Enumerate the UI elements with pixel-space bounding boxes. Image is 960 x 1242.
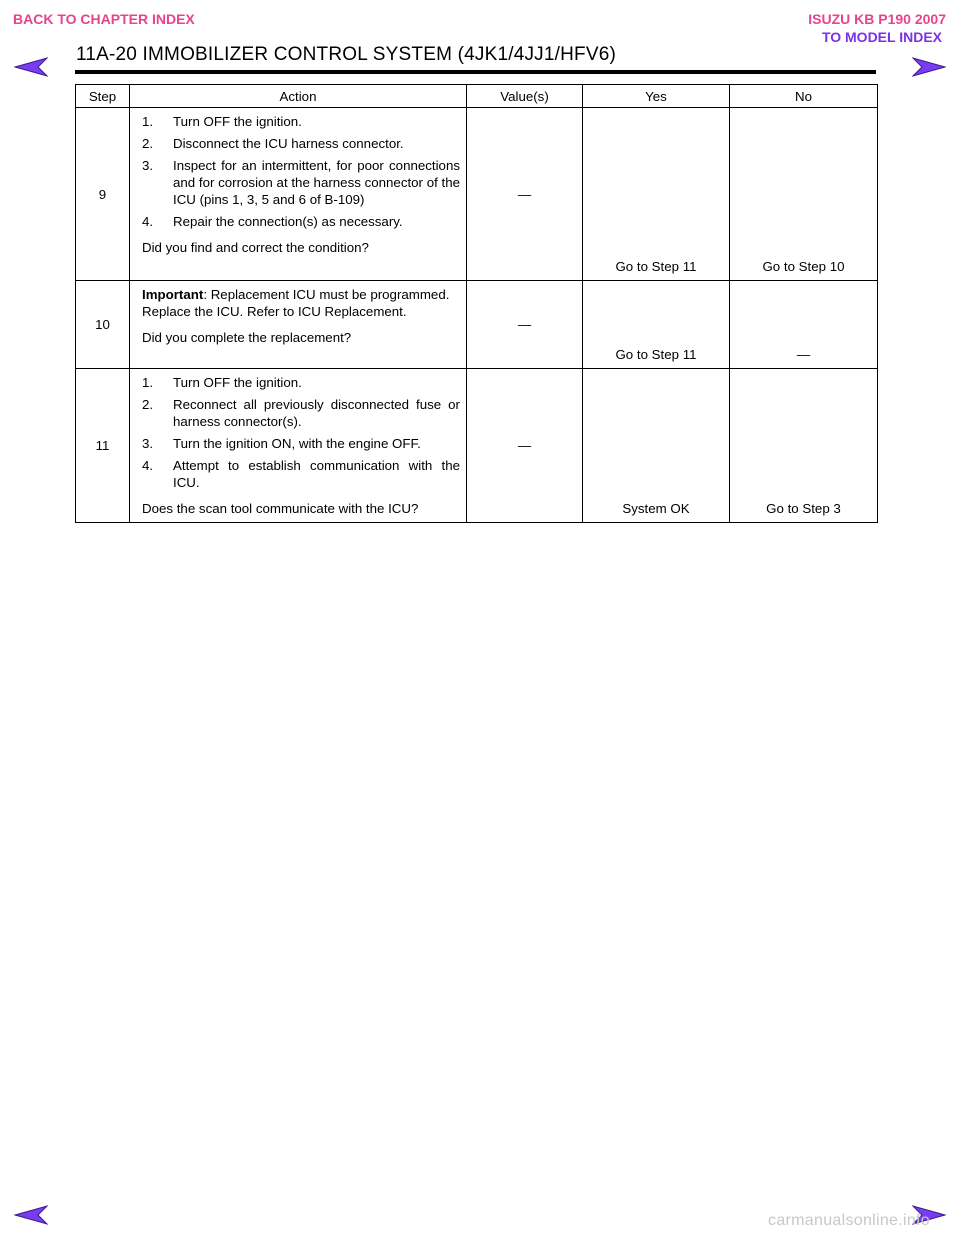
- action-item: 2. Reconnect all previously disconnected fuse or harness connector(s).: [142, 397, 460, 429]
- no-cell: [730, 369, 878, 523]
- column-header-action: Action: [130, 85, 467, 108]
- next-page-arrow-icon[interactable]: [912, 56, 946, 78]
- column-header-no: No: [730, 85, 878, 108]
- step-number: 10: [76, 281, 130, 369]
- table-row-step-10: [76, 281, 878, 369]
- yes-cell: [583, 369, 730, 523]
- to-model-index-link[interactable]: TO MODEL INDEX: [821, 29, 942, 45]
- action-question: Does the scan tool communicate with the ICU?: [142, 501, 419, 516]
- watermark: carmanualsonline.info: [768, 1212, 930, 1229]
- page-title: 11A-20 IMMOBILIZER CONTROL SYSTEM (4JK1/4JJ1/HFV6): [76, 44, 617, 65]
- step-number: 9: [76, 108, 130, 281]
- action-cell: [130, 369, 467, 523]
- action-item: 4. Attempt to establish communication with the ICU.: [142, 458, 460, 490]
- step-number: 11: [76, 369, 130, 523]
- action-item: 3. Turn the ignition ON, with the engine OFF.: [142, 436, 421, 451]
- no-result: —: [796, 347, 811, 362]
- table-row-step-9: [76, 108, 878, 281]
- action-instruction: Replace the ICU. Refer to ICU Replacement.: [142, 304, 407, 319]
- yes-result: Go to Step 11: [615, 259, 697, 274]
- table-row-step-11: [76, 369, 878, 523]
- table-header-row: [76, 85, 878, 108]
- diagnostic-table: [75, 84, 878, 523]
- action-item: 3. Inspect for an intermittent, for poor connections and for corrosion at the harness connector of the ICU (pins 1, 3, 5 and 6 of B-109): [142, 158, 460, 207]
- action-item: 1. Turn OFF the ignition.: [142, 114, 302, 129]
- previous-page-arrow-icon[interactable]: [14, 1204, 48, 1226]
- action-cell: [130, 108, 467, 281]
- model-title: ISUZU KB P190 2007: [808, 11, 946, 27]
- column-header-yes: Yes: [583, 85, 730, 108]
- action-cell: [130, 281, 467, 369]
- no-cell: [730, 108, 878, 281]
- no-result: Go to Step 3: [766, 501, 841, 516]
- column-header-step: Step: [76, 85, 130, 108]
- action-question: Did you find and correct the condition?: [142, 240, 369, 255]
- action-item: 1. Turn OFF the ignition.: [142, 375, 302, 390]
- important-note: Important: Replacement ICU must be programmed.: [142, 287, 450, 302]
- yes-cell: [583, 108, 730, 281]
- title-rule: [75, 70, 876, 74]
- value-cell: —: [467, 281, 583, 369]
- action-item: 4. Repair the connection(s) as necessary.: [142, 214, 403, 229]
- value-cell: —: [467, 108, 583, 281]
- action-question: Did you complete the replacement?: [142, 330, 352, 345]
- column-header-values: Value(s): [467, 85, 583, 108]
- no-result: Go to Step 10: [762, 259, 845, 274]
- yes-cell: [583, 281, 730, 369]
- action-item: 2. Disconnect the ICU harness connector.: [142, 136, 404, 151]
- yes-result: Go to Step 11: [615, 347, 697, 362]
- no-cell: [730, 281, 878, 369]
- previous-page-arrow-icon[interactable]: [14, 56, 48, 78]
- back-to-chapter-index-link[interactable]: BACK TO CHAPTER INDEX: [13, 11, 195, 27]
- value-cell: —: [467, 369, 583, 523]
- yes-result: System OK: [622, 501, 690, 516]
